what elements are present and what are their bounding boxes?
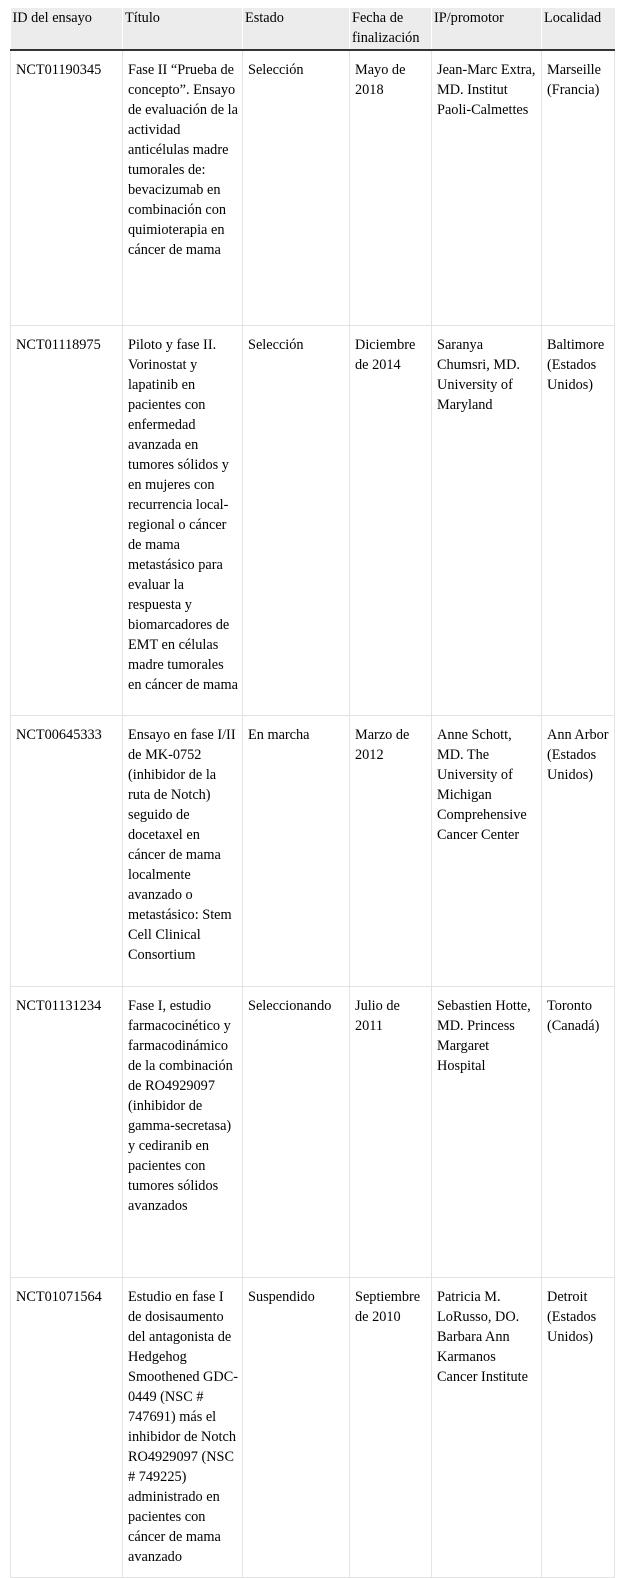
cell-estado: Suspendido [243,1277,350,1577]
clinical-trials-table [10,8,615,1578]
table-row [11,325,615,715]
cell-localidad: Toronto (Canadá) [542,986,615,1277]
cell-localidad: Marseille (Francia) [542,50,615,325]
table-row [11,1277,615,1577]
header-estado: Estado [243,8,350,50]
cell-estado: En marcha [243,715,350,986]
table-row [11,50,615,325]
cell-fecha: Julio de 2011 [350,986,432,1277]
cell-id: NCT01118975 [11,325,123,715]
cell-titulo: Piloto y fase II. Vorinostat y lapatinib en pacientes con enfermedad avanzada en tumores sólidos y en mujeres con recurrencia local-regional o cáncer de mama metastásico para evaluar la respuesta y biomarcadores de EMT en células madre tumorales en cáncer de mama [123,325,243,715]
header-titulo: Título [123,8,243,50]
cell-localidad: Ann Arbor (Estados Unidos) [542,715,615,986]
cell-titulo: Estudio en fase I de dosisaumento del antagonista de Hedgehog Smoothened GDC-0449 (NSC # 747691) más el inhibidor de Notch RO4929097 (NSC # 749225) administrado en pacientes con cáncer de mama avanzado [123,1277,243,1577]
cell-titulo: Fase I, estudio farmacocinético y farmacodinámico de la combinación de RO4929097 (inhibidor de gamma-secretasa) y cediranib en pacientes con tumores sólidos avanzados [123,986,243,1277]
cell-estado: Seleccionando [243,986,350,1277]
cell-promotor: Saranya Chumsri, MD. University of Maryland [432,325,542,715]
header-localidad: Localidad [542,8,615,50]
cell-fecha: Mayo de 2018 [350,50,432,325]
cell-promotor: Jean-Marc Extra, MD. Institut Paoli-Calmettes [432,50,542,325]
cell-id: NCT01131234 [11,986,123,1277]
cell-promotor: Sebastien Hotte, MD. Princess Margaret Hospital [432,986,542,1277]
header-id: ID del ensayo [11,8,123,50]
cell-promotor: Anne Schott, MD. The University of Michigan Comprehensive Cancer Center [432,715,542,986]
cell-id: NCT01190345 [11,50,123,325]
cell-id: NCT01071564 [11,1277,123,1577]
cell-fecha: Marzo de 2012 [350,715,432,986]
header-fecha: Fecha de finalización [350,8,432,50]
header-row [11,8,615,50]
table-header [11,8,615,50]
cell-titulo: Fase II “Prueba de concepto”. Ensayo de evaluación de la actividad anticélulas madre tumorales de: bevacizumab en combinación con quimioterapia en cáncer de mama [123,50,243,325]
table-body [11,50,615,1577]
cell-localidad: Detroit (Estados Unidos) [542,1277,615,1577]
cell-fecha: Septiembre de 2010 [350,1277,432,1577]
cell-id: NCT00645333 [11,715,123,986]
cell-localidad: Baltimore (Estados Unidos) [542,325,615,715]
cell-estado: Selección [243,325,350,715]
cell-estado: Selección [243,50,350,325]
cell-titulo: Ensayo en fase I/II de MK-0752 (inhibidor de la ruta de Notch) seguido de docetaxel en cáncer de mama localmente avanzado o metastásico: Stem Cell Clinical Consortium [123,715,243,986]
header-promotor: IP/promotor [432,8,542,50]
cell-fecha: Diciembre de 2014 [350,325,432,715]
cell-promotor: Patricia M. LoRusso, DO. Barbara Ann Karmanos Cancer Institute [432,1277,542,1577]
table-row [11,715,615,986]
table-row [11,986,615,1277]
